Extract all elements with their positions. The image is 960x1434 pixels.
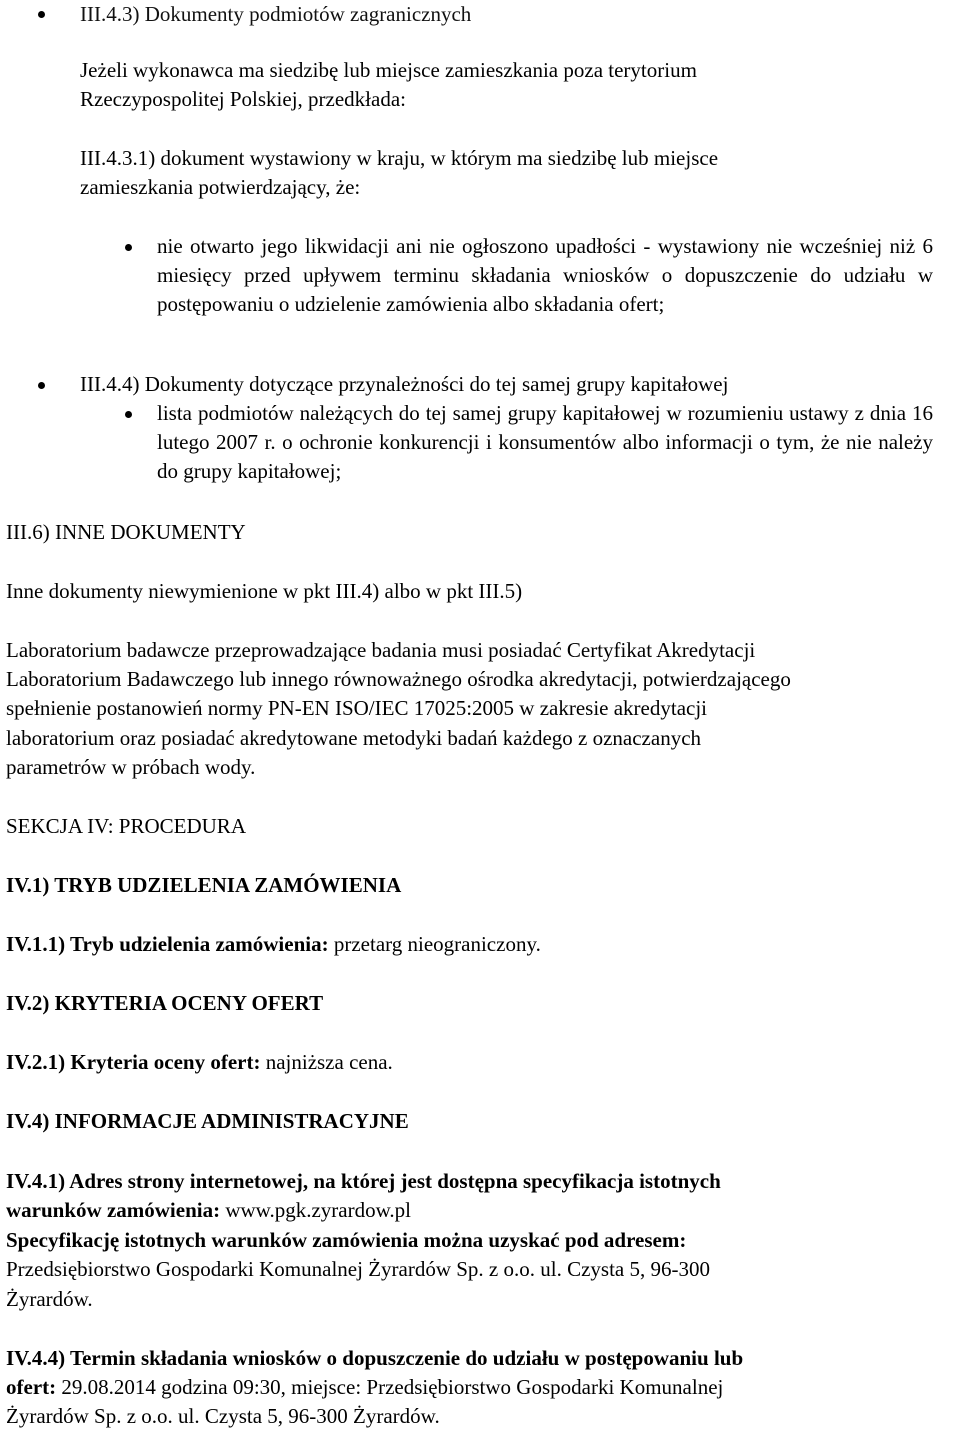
field-label: IV.2.1) Kryteria oceny ofert: <box>6 1050 261 1074</box>
bullet-icon <box>38 382 45 389</box>
bullet-item-text: lista podmiotów należących do tej samej grupy kapitałowej w rozumieniu ustawy z dnia 16 lutego 2007 r. o ochronie konkurencji i konsumentów albo informacji o tym, że nie należy do grupy kapitałowej; <box>157 401 933 483</box>
field-label: warunków zamówienia: <box>6 1198 221 1222</box>
paragraph-line: zamieszkania potwierdzający, że: <box>80 175 361 199</box>
section-heading-IV: SEKCJA IV: PROCEDURA <box>6 814 246 838</box>
paragraph-line: Jeżeli wykonawca ma siedzibę lub miejsce zamieszkania poza terytorium <box>80 58 697 82</box>
heading-text: IV.2) KRYTERIA OCENY OFERT <box>6 991 324 1015</box>
field-IV-4-4-line3: Żyrardów Sp. z o.o. ul. Czysta 5, 96-300 Żyrardów. <box>6 1404 440 1428</box>
subsection-heading-IV-4 <box>6 1107 409 1136</box>
paragraph-line: Laboratorium Badawczego lub innego równoważnego ośrodka akredytacji, potwierdzającego <box>6 667 791 691</box>
siwz-label <box>6 1226 686 1255</box>
subsection-heading-IV-1 <box>6 871 401 900</box>
siwz-address-line: Żyrardów. <box>6 1287 93 1311</box>
field-IV-4-4-line1 <box>6 1344 743 1373</box>
field-label: Specyfikację istotnych warunków zamówienia można uzyskać pod adresem: <box>6 1228 687 1252</box>
field-value: przetarg nieograniczony. <box>328 932 541 956</box>
bullet-icon <box>125 411 132 418</box>
website-url: www.pgk.zyrardow.pl <box>220 1198 411 1222</box>
paragraph-line: III.4.3.1) dokument wystawiony w kraju, w którym ma siedzibę lub miejsce <box>80 146 719 170</box>
field-label: IV.1.1) Tryb udzielenia zamówienia: <box>6 932 329 956</box>
bullet-icon <box>125 244 132 251</box>
heading-text: IV.4) INFORMACJE ADMINISTRACYJNE <box>6 1109 409 1133</box>
paragraph-line: Laboratorium badawcze przeprowadzające badania musi posiadać Certyfikat Akredytacji <box>6 638 756 662</box>
section-heading-III-4-4: III.4.4) Dokumenty dotyczące przynależności do tej samej grupy kapitałowej <box>80 372 729 396</box>
field-value: 29.08.2014 godzina 09:30, miejsce: Przedsiębiorstwo Gospodarki Komunalnej <box>56 1375 724 1399</box>
field-IV-4-1-line2 <box>6 1196 411 1225</box>
heading-text: IV.1) TRYB UDZIELENIA ZAMÓWIENIA <box>6 873 402 897</box>
field-IV-1-1 <box>6 930 541 959</box>
field-IV-4-4-line2 <box>6 1373 723 1402</box>
field-label: IV.4.4) Termin składania wniosków o dopuszczenie do udziału w postępowaniu lub <box>6 1346 744 1370</box>
section-heading-III-6: III.6) INNE DOKUMENTY <box>6 520 246 544</box>
field-label: ofert: <box>6 1375 57 1399</box>
bullet-icon <box>38 11 45 18</box>
paragraph-line: Inne dokumenty niewymienione w pkt III.4) albo w pkt III.5) <box>6 579 523 603</box>
field-IV-4-1-line1 <box>6 1167 721 1196</box>
paragraph-line: laboratorium oraz posiadać akredytowane metodyki badań każdego z oznaczanych <box>6 726 702 750</box>
section-heading-III-4-3: III.4.3) Dokumenty podmiotów zagranicznych <box>80 2 472 26</box>
siwz-address-line: Przedsiębiorstwo Gospodarki Komunalnej Żyrardów Sp. z o.o. ul. Czysta 5, 96-300 <box>6 1257 710 1281</box>
field-IV-2-1 <box>6 1048 393 1077</box>
paragraph-line: parametrów w próbach wody. <box>6 755 256 779</box>
paragraph-line: Rzeczypospolitej Polskiej, przedkłada: <box>80 87 406 111</box>
subsection-heading-IV-2 <box>6 989 323 1018</box>
field-label: IV.4.1) Adres strony internetowej, na której jest dostępna specyfikacja istotnych <box>6 1169 721 1193</box>
field-value: najniższa cena. <box>260 1050 393 1074</box>
paragraph-line: spełnienie postanowień normy PN-EN ISO/IEC 17025:2005 w zakresie akredytacji <box>6 696 708 720</box>
bullet-item-text: nie otwarto jego likwidacji ani nie ogłoszono upadłości - wystawiony nie wcześniej niż 6 miesięcy przed upływem terminu składania wniosków o dopuszczenie do udziału w postępowaniu o udzielenie zamówienia albo składania ofert; <box>157 234 933 316</box>
